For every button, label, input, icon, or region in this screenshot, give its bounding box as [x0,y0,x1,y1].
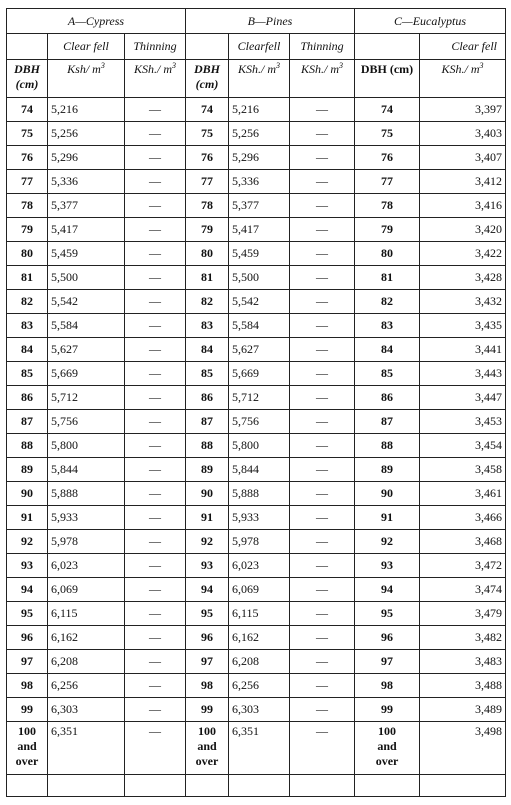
c-clearfell-price: 3,472 [420,554,506,578]
group-a-header: A—Cypress [7,9,186,34]
dbh-cell: 78 [186,194,229,218]
dbh-cell: 94 [7,578,48,602]
b-thinning-price: — [290,314,355,338]
c-clearfell-price: 3,432 [420,290,506,314]
a-thinning-price: — [125,674,186,698]
table-row [7,242,506,266]
c-clearfell-price: 3,428 [420,266,506,290]
b-clearfell-header: Clearfell [229,34,290,60]
table-row [7,194,506,218]
a-clearfell-price: 5,417 [48,218,125,242]
b-thinning-price: — [290,242,355,266]
a-thinning-price: — [125,290,186,314]
a-clearfell-price: 5,336 [48,170,125,194]
b-thinning-price: — [290,218,355,242]
b-clearfell-price: 6,162 [229,626,290,650]
c-clearfell-price: 3,412 [420,170,506,194]
dbh-cell: 87 [355,410,420,434]
dbh-cell: 84 [355,338,420,362]
dbh-cell: 85 [355,362,420,386]
dbh-cell: 96 [7,626,48,650]
dbh-cell: 95 [186,602,229,626]
table-row [7,434,506,458]
empty-cell [48,775,125,797]
dbh-cell: 74 [7,98,48,122]
c-clearfell-price: 3,441 [420,338,506,362]
dbh-cell: 87 [7,410,48,434]
c-clearfell-price: 3,461 [420,482,506,506]
dbh-cell: 95 [355,602,420,626]
empty-cell [7,34,48,60]
a-clearfell-price: 6,069 [48,578,125,602]
b-clearfell-price: 5,459 [229,242,290,266]
dbh-cell: 88 [186,434,229,458]
c-clearfell-header: Clear fell [420,34,506,60]
b-clearfell-price: 6,023 [229,554,290,578]
b-thinning-price: — [290,602,355,626]
b-thinning-price: — [290,122,355,146]
c-clearfell-price: 3,458 [420,458,506,482]
c-clearfell-price: 3,422 [420,242,506,266]
a-clearfell-price: 5,296 [48,146,125,170]
dbh-cell: 93 [186,554,229,578]
dbh-cell: 85 [186,362,229,386]
c-dbh-header: DBH (cm) [355,60,420,98]
dbh-cell: 93 [355,554,420,578]
a-thinning-price: — [125,482,186,506]
empty-cell [420,775,506,797]
a-thinning-price: — [125,530,186,554]
a-thinning-price: — [125,578,186,602]
empty-cell [7,775,48,797]
dbh-cell: 88 [7,434,48,458]
table-row [7,362,506,386]
b-clearfell-price: 5,256 [229,122,290,146]
dbh-cell: 78 [355,194,420,218]
b-thinning-unit: KSh./ $m^3$ [290,60,355,98]
dbh-cell: 89 [186,458,229,482]
b-thinning-price: — [290,290,355,314]
b-dbh-header: DBH (cm) [186,60,229,98]
a-clearfell-price: 6,303 [48,698,125,722]
a-clearfell-price: 6,208 [48,650,125,674]
c-clearfell-price: 3,407 [420,146,506,170]
table-row [7,122,506,146]
b-clearfell-price: 5,584 [229,314,290,338]
dbh-cell: 78 [7,194,48,218]
b-clearfell-price: 5,669 [229,362,290,386]
b-thinning-price: — [290,674,355,698]
a-clearfell-price: 6,023 [48,554,125,578]
dbh-cell: 98 [186,674,229,698]
dbh-cell: 94 [186,578,229,602]
table-row [7,386,506,410]
c-clearfell-price: 3,468 [420,530,506,554]
table-row [7,578,506,602]
a-clearfell-price: 6,162 [48,626,125,650]
table-row [7,290,506,314]
group-c-header: C—Eucalyptus [355,9,506,34]
dbh-cell: 79 [186,218,229,242]
dbh-cell: 98 [7,674,48,698]
dbh-cell: 74 [186,98,229,122]
c-clearfell-price: 3,498 [420,722,506,775]
dbh-cell: 81 [355,266,420,290]
c-clearfell-price: 3,454 [420,434,506,458]
dbh-cell: 99 [7,698,48,722]
empty-cell [290,775,355,797]
dbh-cell: 74 [355,98,420,122]
dbh-cell: 91 [355,506,420,530]
c-clearfell-price: 3,435 [420,314,506,338]
dbh-cell: 99 [355,698,420,722]
a-clearfell-price: 5,712 [48,386,125,410]
a-thinning-price: — [125,626,186,650]
a-clearfell-price: 5,933 [48,506,125,530]
a-clearfell-price: 5,377 [48,194,125,218]
group-b-header: B—Pines [186,9,355,34]
c-clearfell-unit: KSh./ $m^3$ [420,60,506,98]
table-row [7,650,506,674]
table-row [7,266,506,290]
c-clearfell-price: 3,447 [420,386,506,410]
dbh-cell: 94 [355,578,420,602]
a-clearfell-price: 5,256 [48,122,125,146]
dbh-cell: 84 [7,338,48,362]
a-thinning-price: — [125,722,186,775]
dbh-cell: 82 [7,290,48,314]
dbh-cell: 81 [186,266,229,290]
dbh-cell: 97 [186,650,229,674]
table-row [7,458,506,482]
a-thinning-price: — [125,218,186,242]
blank-row [7,775,506,797]
table-row [7,602,506,626]
b-thinning-price: — [290,506,355,530]
empty-cell [125,775,186,797]
table-row [7,506,506,530]
a-clearfell-price: 6,351 [48,722,125,775]
a-thinning-price: — [125,434,186,458]
table-row [7,674,506,698]
a-clearfell-price: 5,216 [48,98,125,122]
b-thinning-price: — [290,650,355,674]
b-thinning-price: — [290,722,355,775]
a-clearfell-price: 6,256 [48,674,125,698]
a-thinning-unit: KSh./ $m^3$ [125,60,186,98]
dbh-cell: 83 [355,314,420,338]
a-thinning-price: — [125,266,186,290]
dbh-cell: 77 [7,170,48,194]
a-thinning-price: — [125,698,186,722]
b-clearfell-price: 5,296 [229,146,290,170]
dbh-cell: 98 [355,674,420,698]
dbh-cell: 90 [7,482,48,506]
dbh-cell: 89 [355,458,420,482]
dbh-cell: 75 [186,122,229,146]
b-thinning-price: — [290,146,355,170]
b-clearfell-price: 6,351 [229,722,290,775]
a-thinning-price: — [125,410,186,434]
dbh-cell: 80 [186,242,229,266]
b-clearfell-price: 5,712 [229,386,290,410]
a-clearfell-price: 5,888 [48,482,125,506]
dbh-cell: 76 [7,146,48,170]
price-table [6,8,506,797]
a-thinning-price: — [125,554,186,578]
dbh-cell: 100 and over [7,722,48,775]
c-clearfell-price: 3,453 [420,410,506,434]
dbh-cell: 96 [355,626,420,650]
b-thinning-price: — [290,554,355,578]
a-thinning-price: — [125,146,186,170]
b-clearfell-price: 5,336 [229,170,290,194]
a-thinning-price: — [125,458,186,482]
dbh-cell: 82 [186,290,229,314]
dbh-cell: 82 [355,290,420,314]
a-clearfell-header: Clear fell [48,34,125,60]
dbh-cell: 91 [186,506,229,530]
b-clearfell-price: 5,888 [229,482,290,506]
b-thinning-price: — [290,578,355,602]
b-clearfell-price: 5,417 [229,218,290,242]
dbh-cell: 80 [7,242,48,266]
a-clearfell-price: 5,844 [48,458,125,482]
c-clearfell-price: 3,466 [420,506,506,530]
dbh-cell: 86 [7,386,48,410]
dbh-cell: 93 [7,554,48,578]
c-clearfell-price: 3,489 [420,698,506,722]
empty-cell [186,775,229,797]
dbh-cell: 100 and over [355,722,420,775]
dbh-cell: 77 [355,170,420,194]
dbh-cell: 100 and over [186,722,229,775]
a-thinning-price: — [125,194,186,218]
dbh-cell: 76 [186,146,229,170]
dbh-cell: 97 [355,650,420,674]
a-clearfell-price: 5,627 [48,338,125,362]
dbh-cell: 96 [186,626,229,650]
b-thinning-price: — [290,410,355,434]
b-thinning-header: Thinning [290,34,355,60]
dbh-cell: 75 [7,122,48,146]
dbh-cell: 92 [355,530,420,554]
units-header-row [7,60,506,98]
a-thinning-price: — [125,602,186,626]
a-thinning-price: — [125,98,186,122]
a-thinning-price: — [125,386,186,410]
dbh-cell: 79 [7,218,48,242]
dbh-cell: 79 [355,218,420,242]
a-clearfell-price: 6,115 [48,602,125,626]
a-thinning-price: — [125,506,186,530]
b-clearfell-price: 5,542 [229,290,290,314]
group-header-row [7,9,506,34]
dbh-cell: 92 [186,530,229,554]
a-clearfell-price: 5,542 [48,290,125,314]
c-clearfell-price: 3,420 [420,218,506,242]
dbh-cell: 88 [355,434,420,458]
a-thinning-price: — [125,242,186,266]
c-clearfell-price: 3,479 [420,602,506,626]
a-thinning-price: — [125,122,186,146]
a-thinning-price: — [125,170,186,194]
b-thinning-price: — [290,434,355,458]
b-clearfell-price: 5,377 [229,194,290,218]
dbh-cell: 83 [7,314,48,338]
dbh-cell: 85 [7,362,48,386]
table-row [7,338,506,362]
b-thinning-price: — [290,626,355,650]
a-clearfell-price: 5,756 [48,410,125,434]
a-clearfell-price: 5,669 [48,362,125,386]
sub-header-row [7,34,506,60]
c-clearfell-price: 3,443 [420,362,506,386]
dbh-cell: 81 [7,266,48,290]
a-thinning-header: Thinning [125,34,186,60]
dbh-cell: 77 [186,170,229,194]
c-clearfell-price: 3,416 [420,194,506,218]
b-thinning-price: — [290,194,355,218]
a-clearfell-price: 5,800 [48,434,125,458]
table-row [7,626,506,650]
dbh-cell: 99 [186,698,229,722]
b-thinning-price: — [290,338,355,362]
b-clearfell-price: 6,208 [229,650,290,674]
empty-cell [355,34,420,60]
b-clearfell-price: 6,256 [229,674,290,698]
empty-cell [355,775,420,797]
a-thinning-price: — [125,314,186,338]
table-row [7,170,506,194]
a-clearfell-price: 5,459 [48,242,125,266]
b-clearfell-unit: KSh./ $m^3$ [229,60,290,98]
table-row [7,482,506,506]
b-thinning-price: — [290,482,355,506]
dbh-cell: 87 [186,410,229,434]
table-row [7,218,506,242]
empty-cell [186,34,229,60]
c-clearfell-price: 3,474 [420,578,506,602]
a-clearfell-price: 5,500 [48,266,125,290]
dbh-cell: 84 [186,338,229,362]
b-clearfell-price: 6,115 [229,602,290,626]
c-clearfell-price: 3,488 [420,674,506,698]
b-clearfell-price: 5,933 [229,506,290,530]
table-row [7,722,506,775]
b-clearfell-price: 5,500 [229,266,290,290]
dbh-cell: 89 [7,458,48,482]
table-row [7,554,506,578]
b-thinning-price: — [290,266,355,290]
b-thinning-price: — [290,98,355,122]
dbh-cell: 90 [355,482,420,506]
b-thinning-price: — [290,170,355,194]
a-clearfell-price: 5,978 [48,530,125,554]
b-thinning-price: — [290,698,355,722]
b-clearfell-price: 5,756 [229,410,290,434]
dbh-cell: 76 [355,146,420,170]
b-thinning-price: — [290,530,355,554]
a-thinning-price: — [125,362,186,386]
c-clearfell-price: 3,397 [420,98,506,122]
b-clearfell-price: 5,216 [229,98,290,122]
a-clearfell-price: 5,584 [48,314,125,338]
dbh-cell: 92 [7,530,48,554]
b-clearfell-price: 5,627 [229,338,290,362]
b-thinning-price: — [290,386,355,410]
c-clearfell-price: 3,403 [420,122,506,146]
dbh-cell: 86 [186,386,229,410]
table-row [7,410,506,434]
b-clearfell-price: 6,069 [229,578,290,602]
b-clearfell-price: 5,844 [229,458,290,482]
b-thinning-price: — [290,458,355,482]
empty-cell [229,775,290,797]
dbh-cell: 90 [186,482,229,506]
table-row [7,146,506,170]
a-thinning-price: — [125,338,186,362]
table-row [7,698,506,722]
a-thinning-price: — [125,650,186,674]
dbh-cell: 80 [355,242,420,266]
b-clearfell-price: 6,303 [229,698,290,722]
dbh-cell: 91 [7,506,48,530]
b-clearfell-price: 5,978 [229,530,290,554]
dbh-cell: 95 [7,602,48,626]
c-clearfell-price: 3,482 [420,626,506,650]
table-row [7,530,506,554]
b-thinning-price: — [290,362,355,386]
b-clearfell-price: 5,800 [229,434,290,458]
c-clearfell-price: 3,483 [420,650,506,674]
table-row [7,98,506,122]
dbh-cell: 75 [355,122,420,146]
dbh-cell: 86 [355,386,420,410]
a-dbh-header: DBH (cm) [7,60,48,98]
a-clearfell-unit: Ksh/ $m^3$ [48,60,125,98]
dbh-cell: 83 [186,314,229,338]
table-row [7,314,506,338]
dbh-cell: 97 [7,650,48,674]
